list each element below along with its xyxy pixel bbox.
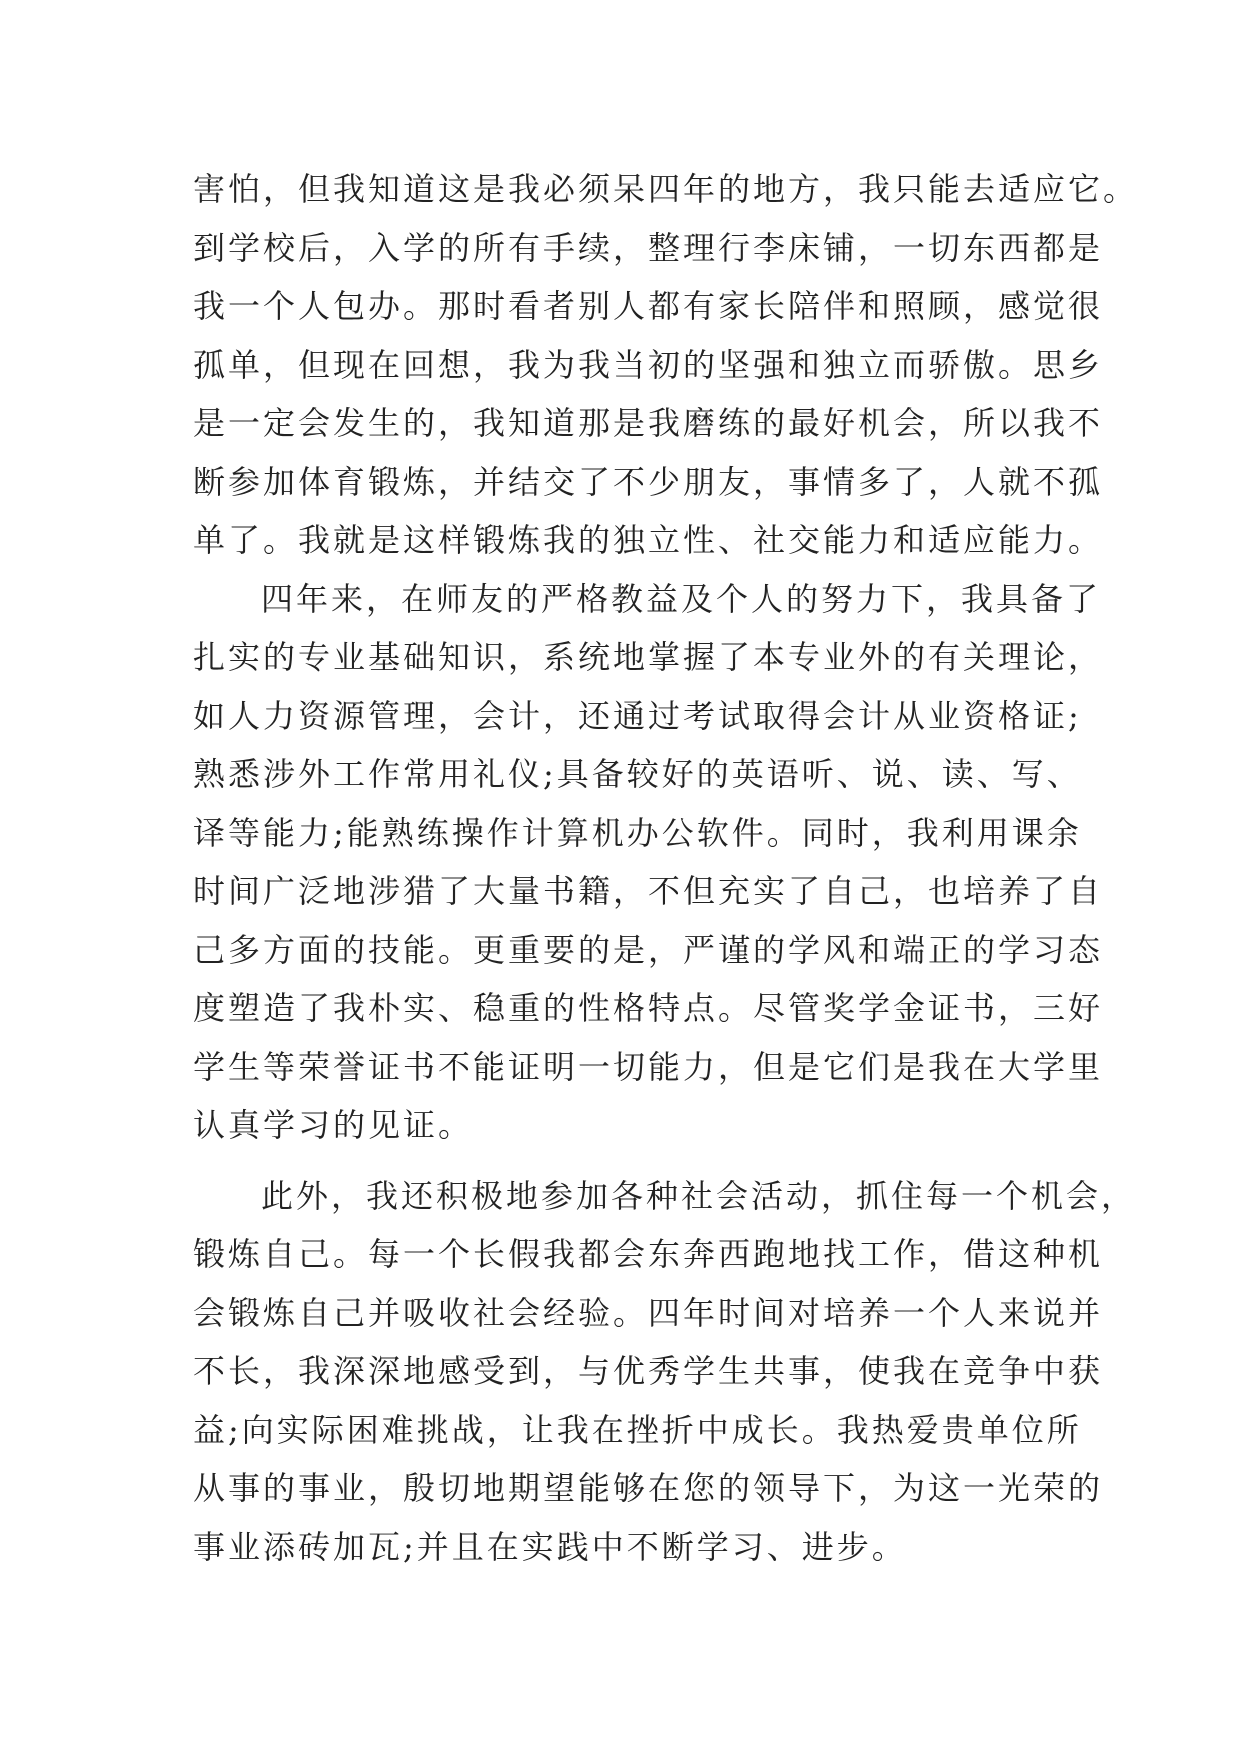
text-line: 扎实的专业基础知识，系统地掌握了本专业外的有关理论， (193, 638, 1104, 676)
text-line: 害怕，但我知道这是我必须呆四年的地方，我只能去适应它。 (193, 170, 1139, 208)
paragraph-3 (193, 1167, 1137, 1577)
paragraph-2 (193, 570, 1104, 1155)
text-line (193, 570, 1102, 629)
text-line: 译等能力;能熟练操作计算机办公软件。同时，我利用课余 (193, 813, 1082, 852)
text-line: 是一定会发生的，我知道那是我磨练的最好机会，所以我不 (193, 404, 1104, 442)
text-line: 学生等荣誉证书不能证明一切能力，但是它们是我在大学里 (193, 1047, 1104, 1086)
text-line: 我一个人包办。那时看者别人都有家长陪伴和照顾，感觉很 (193, 287, 1104, 325)
text-line: 益;向实际困难挑战，让我在挫折中成长。我热爱贵单位所 (193, 1410, 1082, 1449)
text-line: 到学校后，入学的所有手续，整理行李床铺，一切东西都是 (193, 228, 1104, 267)
text-line: 度塑造了我朴实、稳重的性格特点。尽管奖学金证书，三好 (193, 989, 1104, 1027)
paragraph-1 (193, 160, 1139, 570)
text-line: 认真学习的见证。 (193, 1106, 474, 1144)
paragraph-gap (193, 1155, 1073, 1167)
text-line: 不长，我深深地感受到，与优秀学生共事，使我在竞争中获 (193, 1352, 1104, 1390)
text-line: 熟悉涉外工作常用礼仪;具备较好的英语听、说、读、写、 (193, 755, 1082, 793)
text-line: 断参加体育锻炼，并结交了不少朋友，事情多了，人就不孤 (193, 462, 1104, 501)
text-line-content: 此外，我还积极地参加各种社会活动，抓住每一个机会， (261, 1176, 1137, 1215)
text-line: 己多方面的技能。更重要的是，严谨的学风和端正的学习态 (193, 930, 1104, 969)
text-line: 单了。我就是这样锻炼我的独立性、社交能力和适应能力。 (193, 521, 1104, 559)
text-line: 孤单，但现在回想，我为我当初的坚强和独立而骄傲。思乡 (193, 345, 1104, 384)
text-line: 会锻炼自己并吸收社会经验。四年时间对培养一个人来说并 (193, 1293, 1104, 1332)
text-line: 时间广泛地涉猎了大量书籍，不但充实了自己，也培养了自 (193, 872, 1104, 910)
text-line: 从事的事业，殷切地期望能够在您的领导下，为这一光荣的 (193, 1469, 1104, 1507)
body-text (193, 160, 1139, 1576)
text-line (193, 1167, 1137, 1226)
text-line: 锻炼自己。每一个长假我都会东奔西跑地找工作，借这种机 (193, 1235, 1104, 1273)
text-line-content: 四年来，在师友的严格教益及个人的努力下，我具备了 (261, 579, 1102, 618)
text-line: 事业添砖加瓦;并且在实践中不断学习、进步。 (193, 1527, 907, 1566)
text-line: 如人力资源管理，会计，还通过考试取得会计从业资格证; (193, 696, 1082, 735)
